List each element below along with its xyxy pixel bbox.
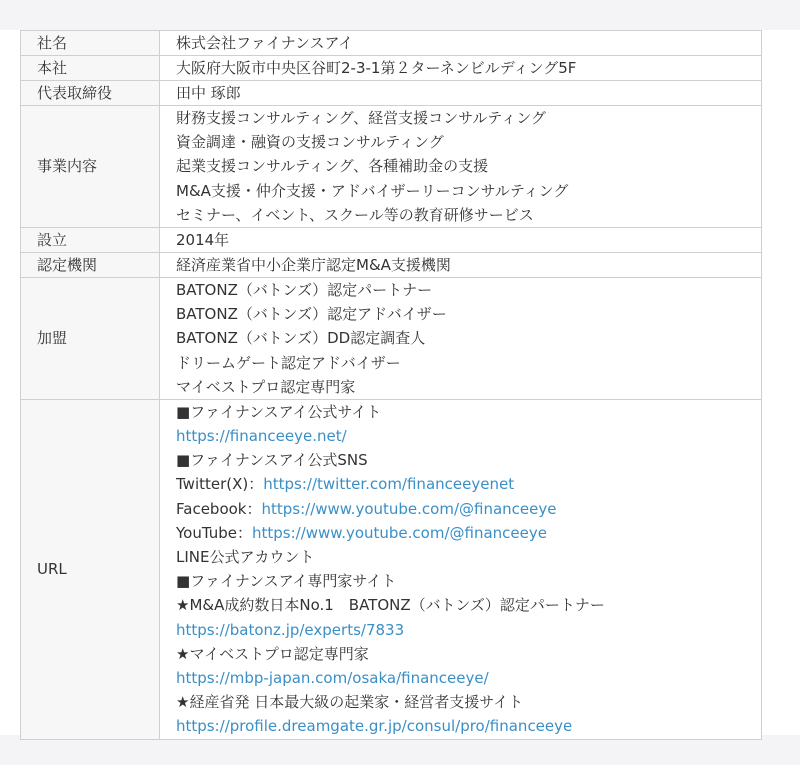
url-label: URL xyxy=(21,399,160,739)
table-row-founded xyxy=(21,227,762,252)
official-site-link[interactable]: https://financeeye.net/ xyxy=(176,427,347,446)
mybestpro-link[interactable]: https://mbp-japan.com/osaka/financeeye/ xyxy=(176,668,489,687)
facebook-link[interactable]: https://www.youtube.com/@financeeye xyxy=(261,499,557,518)
business-item: 資金調達・融資の支援コンサルティング xyxy=(176,133,444,152)
certified-value: 経済産業省中小企業庁認定M&A支援機関 xyxy=(160,252,762,277)
mybestpro-heading: ★マイベストプロ認定専門家 xyxy=(176,644,369,663)
company-name: 株式会社ファイナンスアイ xyxy=(160,31,762,56)
membership-item: BATONZ（バトンズ）認定アドバイザー xyxy=(176,305,447,324)
business-label: 事業内容 xyxy=(21,106,160,228)
membership-item: BATONZ（バトンズ）DD認定調査人 xyxy=(176,329,426,348)
table-row-company xyxy=(21,31,762,56)
membership-list xyxy=(160,277,762,399)
founded-value: 2014年 xyxy=(160,227,762,252)
twitter-link[interactable]: https://twitter.com/financeeyenet xyxy=(263,475,515,494)
ceo-name: 田中 琢郎 xyxy=(160,81,762,106)
batonz-heading: ★M&A成約数日本No.1 BATONZ（バトンズ）認定パートナー xyxy=(176,596,605,615)
youtube-link[interactable]: https://www.youtube.com/@financeeye xyxy=(252,523,547,542)
url-list xyxy=(160,399,762,739)
address-label: 本社 xyxy=(21,56,160,81)
table-row-membership xyxy=(21,277,762,399)
founded-label: 設立 xyxy=(21,227,160,252)
dreamgate-heading: ★経産省発 日本最大級の起業家・経営者支援サイト xyxy=(176,693,524,712)
membership-item: マイベストプロ認定専門家 xyxy=(176,377,356,396)
business-item: 財務支援コンサルティング、経営支援コンサルティング xyxy=(176,109,546,127)
business-item: M&A支援・仲介支援・アドバイザーリーコンサルティング xyxy=(176,181,569,200)
membership-item: ドリームゲート認定アドバイザー xyxy=(176,353,401,372)
line-account-text: LINE公式アカウント xyxy=(176,548,315,566)
table-row-certified xyxy=(21,252,762,277)
dreamgate-link[interactable]: https://profile.dreamgate.gr.jp/consul/pro/financeeye xyxy=(176,717,573,736)
youtube-label: YouTube： xyxy=(176,523,252,542)
membership-label: 加盟 xyxy=(21,277,160,399)
table-row-address xyxy=(21,56,762,81)
business-item: 起業支援コンサルティング、各種補助金の支援 xyxy=(176,157,489,176)
address-value: 大阪府大阪市中央区谷町2-3-1第２ターネンビルディング5F xyxy=(160,56,762,81)
company-label: 社名 xyxy=(21,31,160,56)
business-list xyxy=(160,106,762,228)
official-site-heading: ■ファイナンスアイ公式サイト xyxy=(176,402,382,421)
sns-heading: ■ファイナンスアイ公式SNS xyxy=(176,451,368,470)
table-row-url xyxy=(21,399,762,739)
table-row-business xyxy=(21,106,762,228)
membership-item: BATONZ（バトンズ）認定パートナー xyxy=(176,280,433,299)
expert-site-heading: ■ファイナンスアイ専門家サイト xyxy=(176,572,397,591)
business-item: セミナー、イベント、スクール等の教育研修サービス xyxy=(176,205,534,224)
company-profile-table xyxy=(20,30,762,740)
twitter-label: Twitter(X)： xyxy=(176,475,264,494)
batonz-link[interactable]: https://batonz.jp/experts/7833 xyxy=(176,620,405,639)
ceo-label: 代表取締役 xyxy=(21,81,160,106)
certified-label: 認定機関 xyxy=(21,252,160,277)
table-row-ceo xyxy=(21,81,762,106)
facebook-label: Facebook： xyxy=(176,499,262,518)
